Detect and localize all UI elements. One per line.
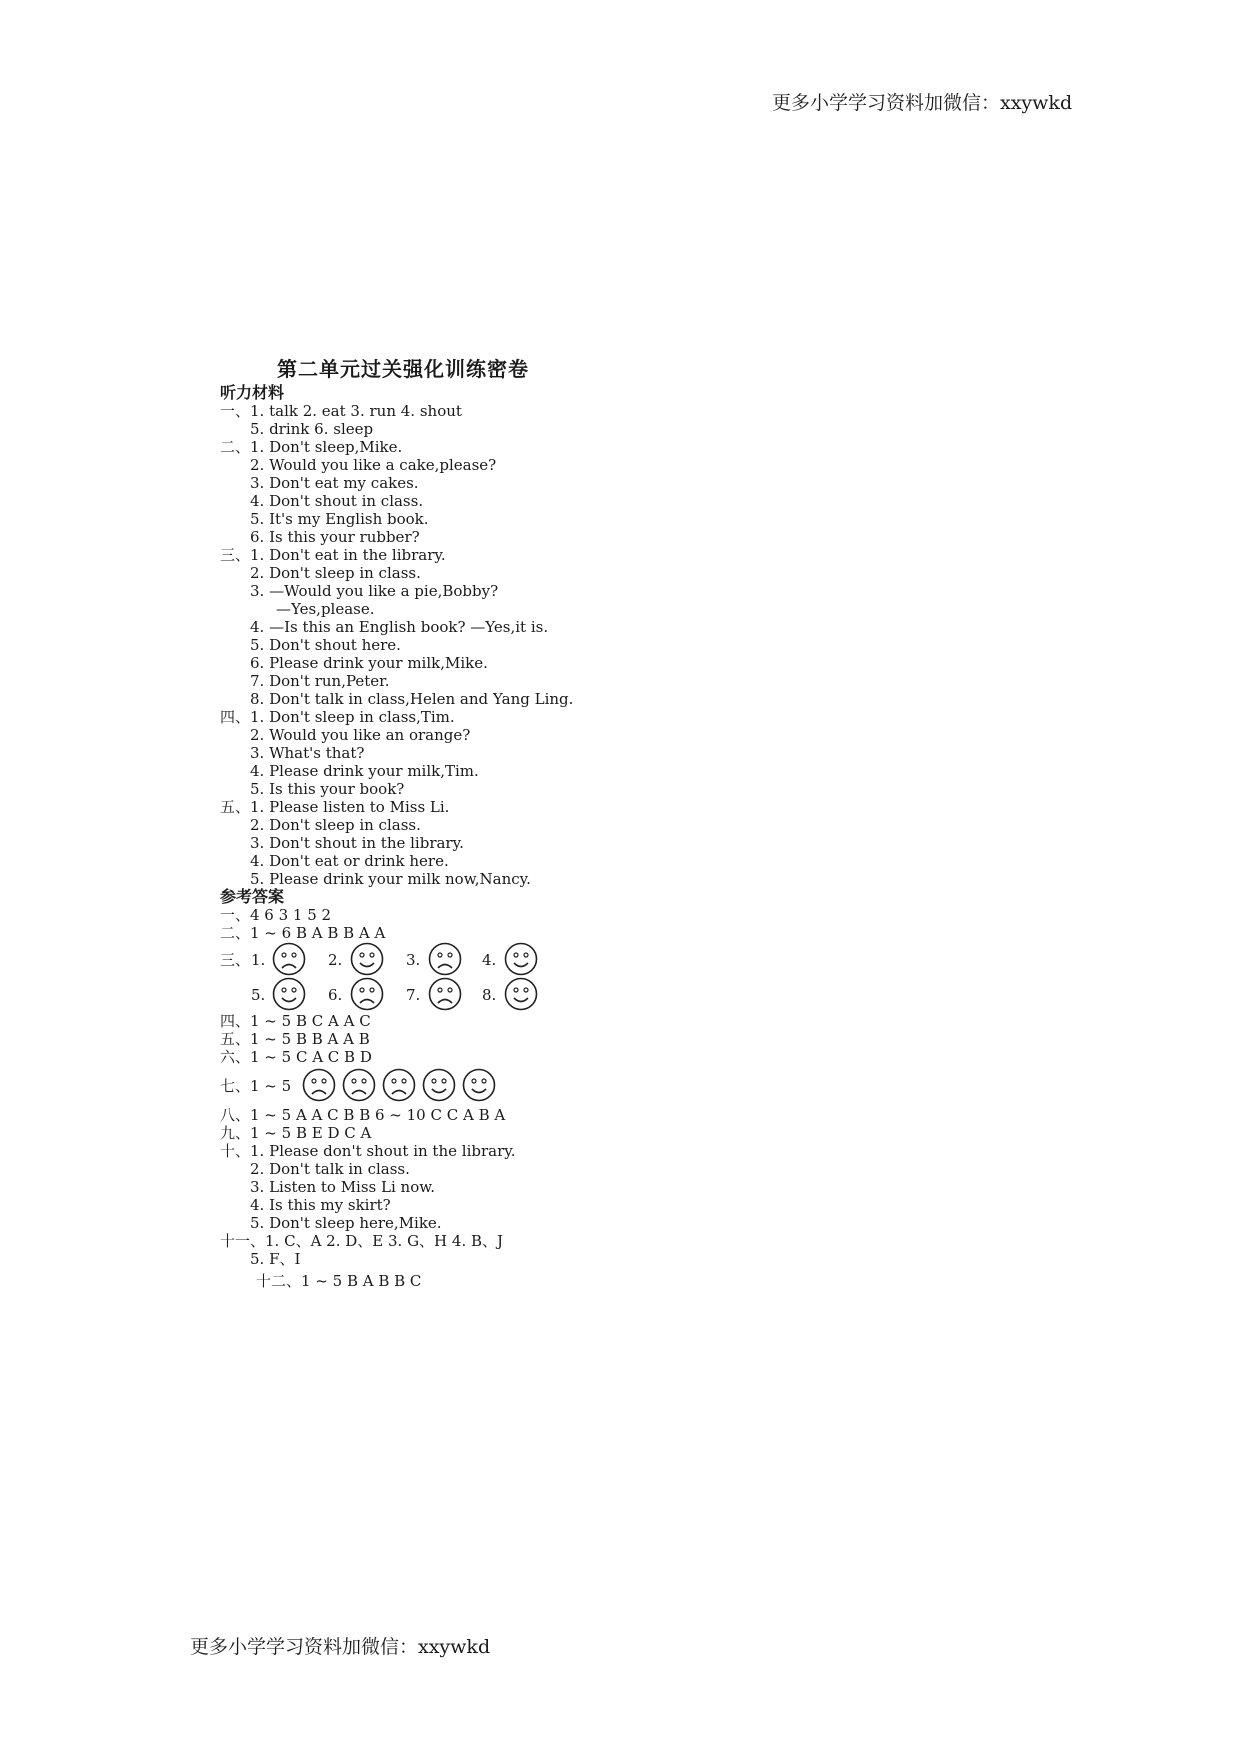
listening-s5-line: 4. Don't eat or drink here. <box>250 852 449 870</box>
listening-s2-line: 5. It's my English book. <box>250 510 429 528</box>
answer-10-line: 3. Listen to Miss Li now. <box>250 1178 436 1196</box>
line-text: 1. talk 2. eat 3. run 4. shout <box>250 402 462 420</box>
listening-s3-line: 4. —Is this an English book? —Yes,it is. <box>250 618 549 636</box>
face-number: 8. <box>482 986 497 1004</box>
answer-7-row <box>220 1066 690 1106</box>
line-text: 1. Don't sleep in class,Tim. <box>250 708 455 726</box>
sad-face-icon <box>272 942 306 976</box>
answer-8: 八、1 ~ 5 A A C B B 6 ~ 10 C C A B A <box>220 1106 506 1124</box>
sad-face-icon <box>342 1068 376 1102</box>
answer-4: 四、1 ~ 5 B C A A C <box>220 1012 371 1030</box>
line-text: 1. Don't eat in the library. <box>250 546 446 564</box>
sad-face-icon <box>382 1068 416 1102</box>
answer-1: 一、4 6 3 1 5 2 <box>220 906 332 924</box>
listening-s4-line: 4. Please drink your milk,Tim. <box>250 762 479 780</box>
answer-10-line: 5. Don't sleep here,Mike. <box>250 1214 442 1232</box>
sad-face-icon <box>428 942 462 976</box>
answer-5: 五、1 ~ 5 B B A A B <box>220 1030 370 1048</box>
listening-s3-line: 8. Don't talk in class,Helen and Yang Ling. <box>250 690 574 708</box>
sad-face-icon <box>428 977 462 1011</box>
listening-s2-line: 4. Don't shout in class. <box>250 492 424 510</box>
answer-3-row-1 <box>220 942 690 977</box>
listening-s2-line: 6. Is this your rubber? <box>250 528 420 546</box>
answer-6: 六、1 ~ 5 C A C B D <box>220 1048 372 1066</box>
happy-face-icon <box>350 942 384 976</box>
line-text: 1. Please listen to Miss Li. <box>250 798 450 816</box>
listening-s5-line: 2. Don't sleep in class. <box>250 816 421 834</box>
listening-s3-line: —Yes,please. <box>276 600 375 618</box>
listening-s5-line: 3. Don't shout in the library. <box>250 834 464 852</box>
face-number: 2. <box>328 951 343 969</box>
answer-9: 九、1 ~ 5 B E D C A <box>220 1124 372 1142</box>
content-column <box>220 384 690 1290</box>
listening-s2-line <box>220 438 690 456</box>
happy-face-icon <box>504 977 538 1011</box>
answer-7-label: 七、1 ~ 5 <box>220 1077 292 1095</box>
header-watermark-note: 更多小学学习资料加微信：xxywkd <box>772 92 1073 114</box>
happy-face-icon <box>462 1068 496 1102</box>
answer-11-line: 5. F、I <box>250 1250 301 1268</box>
listening-s2-line: 2. Would you like a cake,please? <box>250 456 497 474</box>
answer-11-line <box>220 1232 690 1250</box>
listening-s3-line: 3. —Would you like a pie,Bobby? <box>250 582 499 600</box>
section-label: 三、 <box>220 546 251 564</box>
footer-watermark-note: 更多小学学习资料加微信：xxywkd <box>190 1636 491 1658</box>
face-number: 1. <box>251 951 266 969</box>
answer-2: 二、1 ~ 6 B A B B A A <box>220 924 386 942</box>
face-number: 5. <box>251 986 266 1004</box>
listening-s4-line <box>220 708 690 726</box>
line-text: 1. Don't sleep,Mike. <box>250 438 403 456</box>
listening-heading: 听力材料 <box>220 383 285 402</box>
answer-10-line: 2. Don't talk in class. <box>250 1160 410 1178</box>
section-label: 四、 <box>220 708 251 726</box>
section-label: 二、 <box>220 438 251 456</box>
face-number: 6. <box>328 986 343 1004</box>
answer-3-label: 三、 <box>220 951 251 969</box>
line-text: 1. Please don't shout in the library. <box>250 1142 516 1160</box>
section-label: 五、 <box>220 798 251 816</box>
face-number: 3. <box>406 951 421 969</box>
section-label: 十、 <box>220 1142 251 1160</box>
answer-10-line: 4. Is this my skirt? <box>250 1196 391 1214</box>
listening-s1-line <box>220 402 690 420</box>
listening-s4-line: 5. Is this your book? <box>250 780 405 798</box>
face-number: 4. <box>482 951 497 969</box>
listening-s3-line: 5. Don't shout here. <box>250 636 401 654</box>
answer-12: 十二、1 ~ 5 B A B B C <box>256 1272 422 1290</box>
listening-s3-line <box>220 546 690 564</box>
listening-s1-line: 5. drink 6. sleep <box>250 420 374 438</box>
listening-s5-line: 5. Please drink your milk now,Nancy. <box>250 870 531 888</box>
answer-3-row-2 <box>220 977 690 1012</box>
sad-face-icon <box>302 1068 336 1102</box>
face-number: 7. <box>406 986 421 1004</box>
listening-s3-line: 6. Please drink your milk,Mike. <box>250 654 488 672</box>
listening-s2-line: 3. Don't eat my cakes. <box>250 474 419 492</box>
line-text: 1. C、A 2. D、E 3. G、H 4. B、J <box>265 1232 504 1250</box>
happy-face-icon <box>422 1068 456 1102</box>
listening-s3-line: 7. Don't run,Peter. <box>250 672 390 690</box>
answer-10-line <box>220 1142 690 1160</box>
section-label: 一、 <box>220 402 251 420</box>
section-label: 十一、 <box>220 1232 266 1250</box>
listening-s4-line: 3. What's that? <box>250 744 365 762</box>
happy-face-icon <box>272 977 306 1011</box>
listening-s3-line: 2. Don't sleep in class. <box>250 564 421 582</box>
page-title: 第二单元过关强化训练密卷 <box>277 357 529 381</box>
listening-s4-line: 2. Would you like an orange? <box>250 726 471 744</box>
happy-face-icon <box>504 942 538 976</box>
sad-face-icon <box>350 977 384 1011</box>
answers-heading: 参考答案 <box>220 887 285 906</box>
listening-s5-line <box>220 798 690 816</box>
